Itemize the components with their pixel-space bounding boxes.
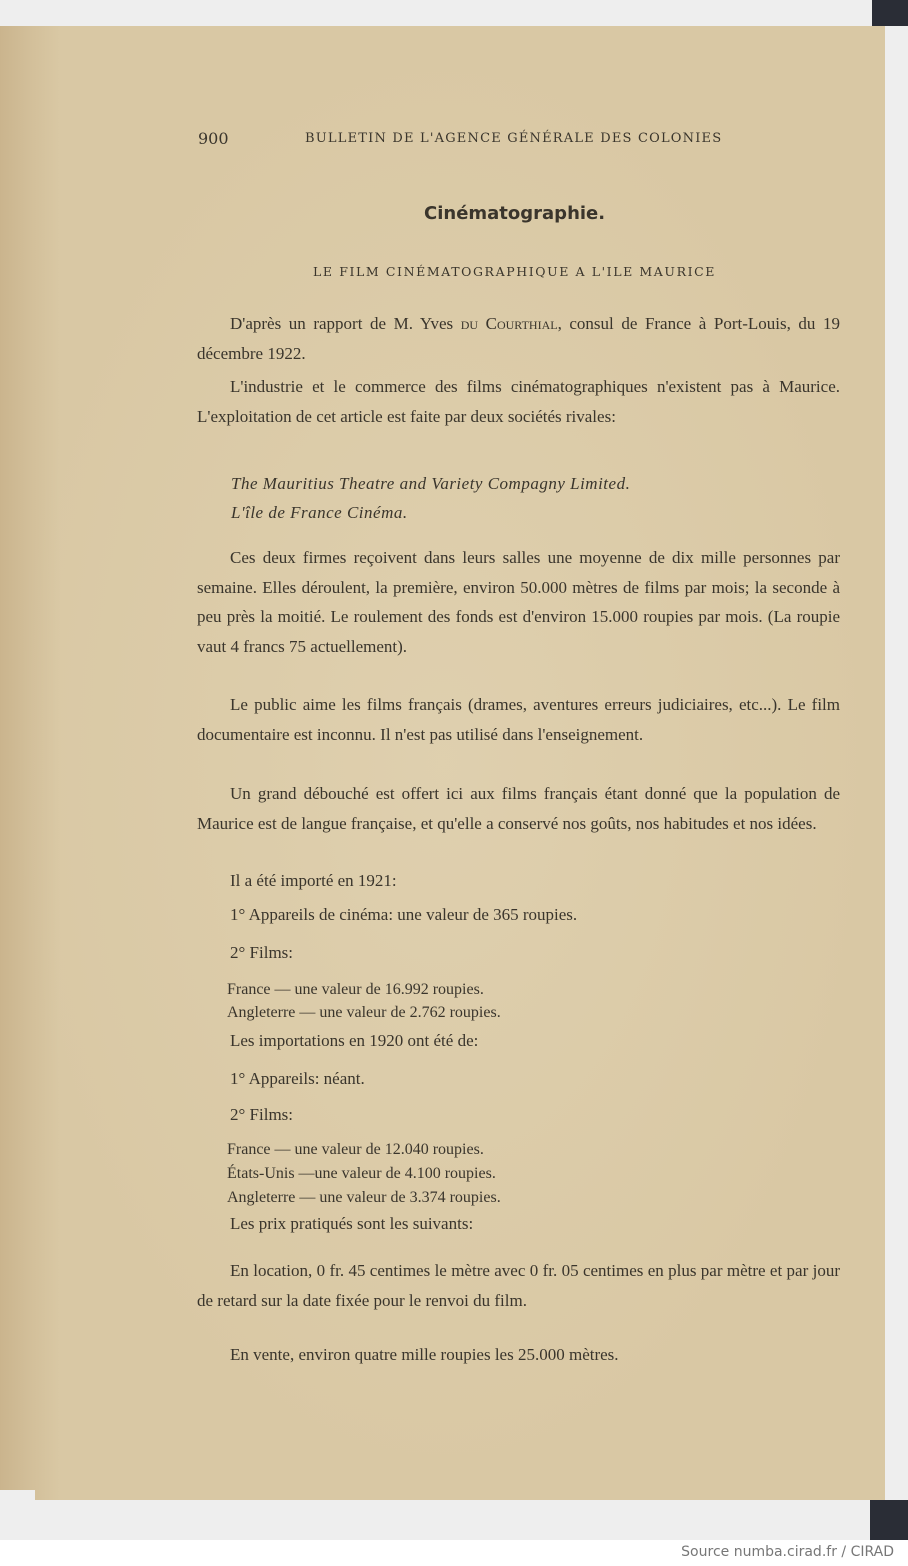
paragraph-text: Le public aime les films français (drames, aventures erreurs judiciaires, etc...). Le film documentaire est inconnu. Il n'est pas utilisé dans l'enseignement.: [197, 695, 840, 744]
imports-1920-apparatus: 1° Appareils: néant.: [230, 1069, 365, 1088]
source-credit: Source numba.cirad.fr / CIRAD: [681, 1544, 894, 1560]
company-1: The Mauritius Theatre and Variety Compagny Limited.: [231, 474, 631, 493]
imports-1921-films-label: 2° Films:: [230, 943, 294, 962]
section-title: Cinématographie.: [424, 203, 606, 224]
author-name: du Courthial: [460, 314, 558, 333]
sale-price: En vente, environ quatre mille roupies les 25.000 mètres.: [230, 1345, 619, 1364]
paragraph-attendance: [197, 543, 840, 661]
paragraph-public: [197, 690, 840, 749]
article-title: LE FILM CINÉMATOGRAPHIQUE A L'ILE MAURICE: [313, 264, 717, 279]
imports-1920-films-label: 2° Films:: [230, 1105, 294, 1124]
imports-1921-intro: Il a été importé en 1921:: [230, 871, 397, 890]
prices-intro: Les prix pratiqués sont les suivants:: [230, 1214, 474, 1233]
page-number: 900: [198, 129, 229, 148]
paragraph-text: L'industrie et le commerce des films cinématographiques n'existent pas à Maurice. L'exploitation de cet article est faite par deux sociétés rivales:: [197, 377, 840, 426]
page-corner: [0, 1490, 35, 1510]
paragraph-source: [197, 309, 840, 368]
imports-1920-film-row: France — une valeur de 12.040 roupies.: [227, 1141, 484, 1158]
paragraph-market: [197, 779, 840, 838]
book-binding-top: [872, 0, 908, 26]
imports-1920-film-row: États-Unis —une valeur de 4.100 roupies.: [227, 1165, 496, 1182]
imports-1921-film-row: France — une valeur de 16.992 roupies.: [227, 981, 484, 998]
imports-1921-film-row: Angleterre — une valeur de 2.762 roupies.: [227, 1004, 501, 1021]
imports-1920-film-row: Angleterre — une valeur de 3.374 roupies.: [227, 1189, 501, 1206]
paragraph-rental-price: [197, 1256, 840, 1315]
paragraph-text: D'après un rapport de M. Yves: [230, 314, 461, 333]
paragraph-text: Un grand débouché est offert ici aux films français étant donné que la population de Maurice est de langue française, et qu'elle a conservé nos goûts, nos habitudes et nos idées.: [197, 784, 840, 833]
book-binding-bottom: [870, 1500, 908, 1540]
imports-1921-apparatus: 1° Appareils de cinéma: une valeur de 365 roupies.: [230, 905, 578, 924]
paragraph-text: En location, 0 fr. 45 centimes le mètre avec 0 fr. 05 centimes en plus par mètre et par jour de retard sur la date fixée pour le renvoi du film.: [197, 1261, 840, 1310]
paragraph-text: Ces deux firmes reçoivent dans leurs salles une moyenne de dix mille personnes par semaine. Elles déroulent, la première, environ 50.000 mètres de films par mois; la seconde à peu près la moitié. Le roulement des fonds est d'environ 15.000 roupies par mois. (La roupie vaut 4 francs 75 actuellement).: [197, 548, 840, 656]
imports-1920-intro: Les importations en 1920 ont été de:: [230, 1031, 479, 1050]
company-2: L'île de France Cinéma.: [231, 503, 408, 522]
running-header: BULLETIN DE L'AGENCE GÉNÉRALE DES COLONIES: [305, 131, 723, 146]
paragraph-industry: [197, 372, 840, 431]
paragraph-text: , consul de France à Port-Louis, du 19 décembre 1922.: [197, 314, 840, 363]
